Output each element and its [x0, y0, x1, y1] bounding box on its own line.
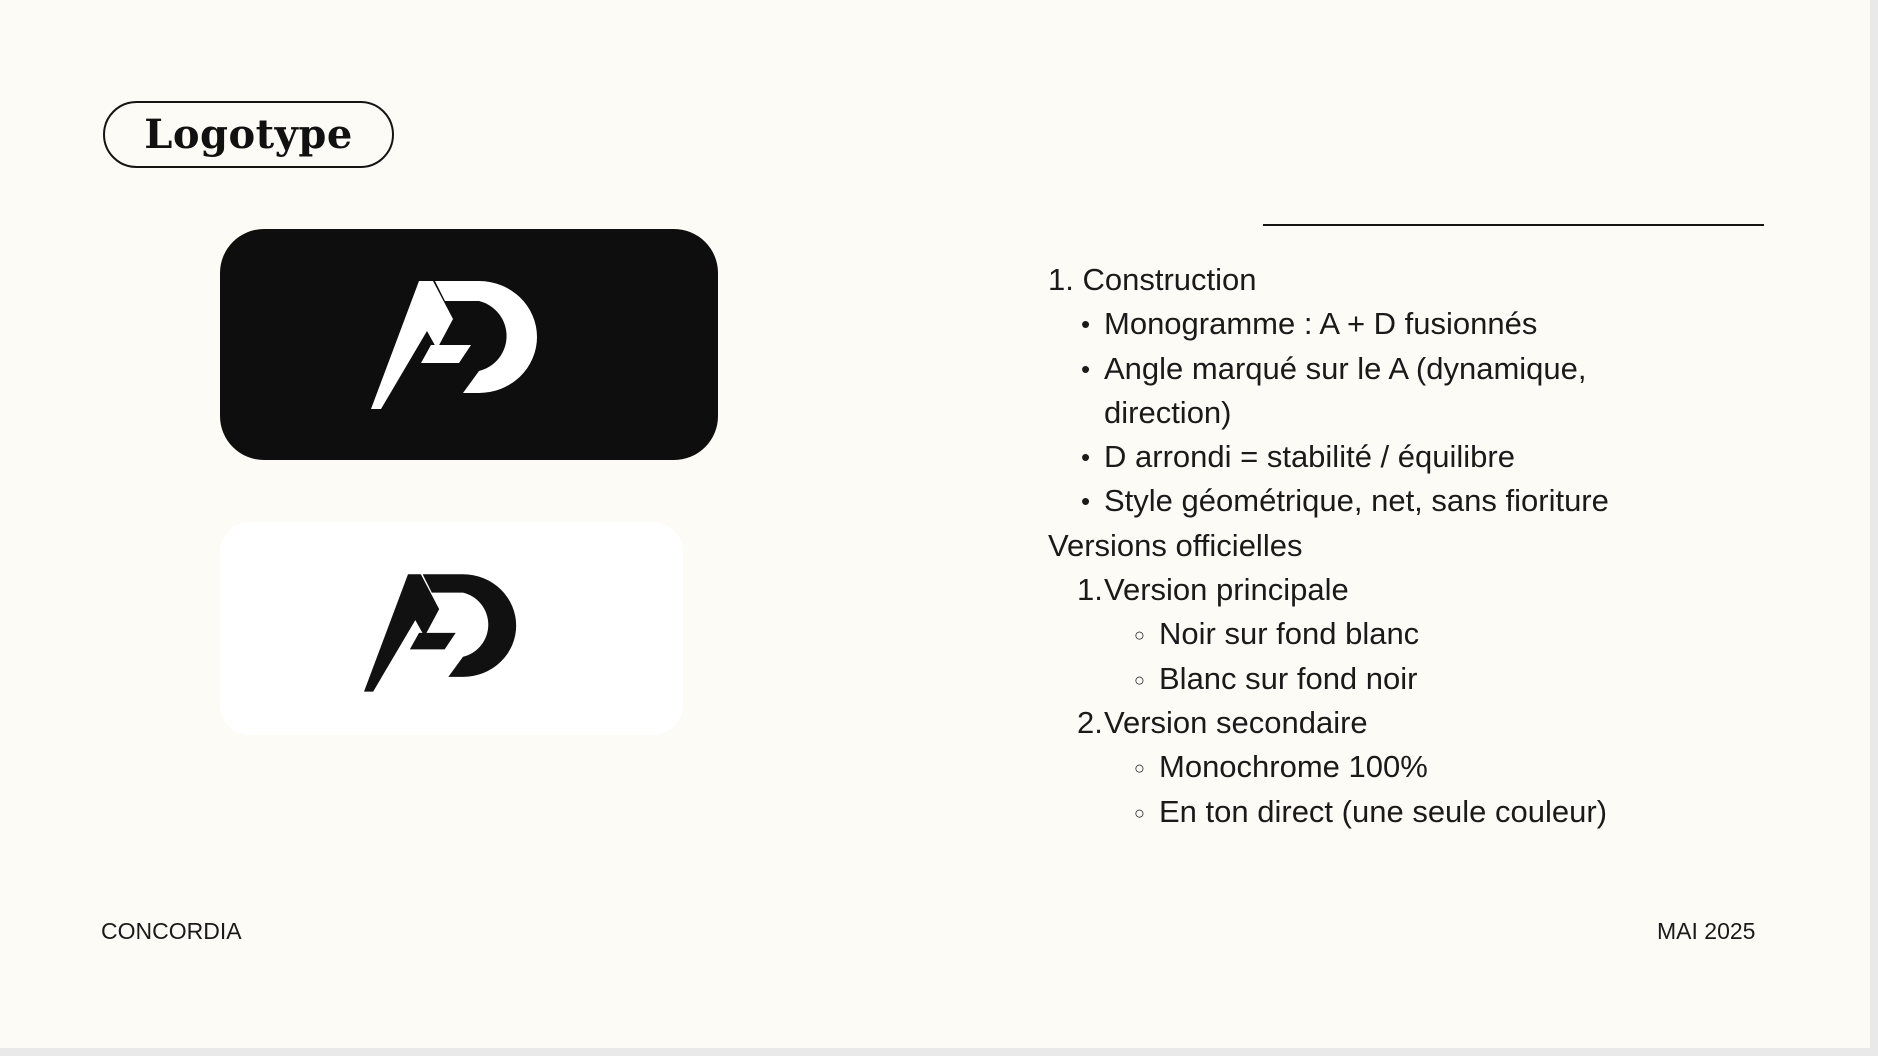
numbered-item-text: Version secondaire — [1104, 704, 1368, 740]
ad-monogram-icon — [371, 279, 551, 409]
sub-item-text: En ton direct (une seule couleur) — [1159, 793, 1608, 829]
bullet-icon: • — [1081, 353, 1091, 384]
page-title: Logotype — [144, 111, 353, 158]
list-item-text: Angle marqué sur le A (dynamique, — [1104, 350, 1587, 386]
content-list — [1048, 258, 1808, 834]
bullet-icon: • — [1081, 309, 1091, 340]
footer-brand: CONCORDIA — [101, 918, 242, 944]
list-item — [1048, 302, 1808, 346]
divider-line — [1263, 224, 1764, 226]
numbered-item — [1048, 568, 1808, 612]
sub-item — [1048, 612, 1808, 656]
circle-bullet-icon: ○ — [1134, 669, 1145, 690]
list-item-text: Style géométrique, net, sans fioriture — [1104, 483, 1609, 519]
list-item — [1048, 479, 1808, 523]
list-item — [1048, 347, 1808, 391]
sub-item — [1048, 745, 1808, 789]
sub-item-text: Blanc sur fond noir — [1159, 660, 1418, 696]
list-item — [1048, 435, 1808, 479]
bullet-icon: • — [1081, 486, 1091, 517]
list-item-continuation: direction) — [1104, 394, 1232, 430]
circle-bullet-icon: ○ — [1134, 625, 1145, 646]
numbered-item — [1048, 701, 1808, 745]
logo-light-version — [220, 522, 683, 735]
circle-bullet-icon: ○ — [1134, 758, 1145, 779]
sub-item — [1048, 790, 1808, 834]
sub-item-text: Monochrome 100% — [1159, 749, 1428, 785]
bullet-icon: • — [1081, 442, 1091, 473]
list-item-text: Monogramme : A + D fusionnés — [1104, 306, 1538, 342]
ad-monogram-icon — [364, 571, 529, 693]
sub-item — [1048, 657, 1808, 701]
page-title-pill — [103, 101, 394, 168]
numbered-item-text: Version principale — [1104, 572, 1349, 608]
logo-dark-version — [220, 229, 718, 460]
item-number: 1. — [1077, 572, 1103, 608]
footer-date: MAI 2025 — [1657, 918, 1756, 944]
section-heading: 1. Construction — [1048, 262, 1257, 297]
sub-item-text: Noir sur fond blanc — [1159, 616, 1420, 652]
item-number: 2. — [1077, 704, 1103, 740]
circle-bullet-icon: ○ — [1134, 802, 1145, 823]
section-heading: Versions officielles — [1048, 527, 1303, 563]
list-item-text: D arrondi = stabilité / équilibre — [1104, 439, 1515, 475]
